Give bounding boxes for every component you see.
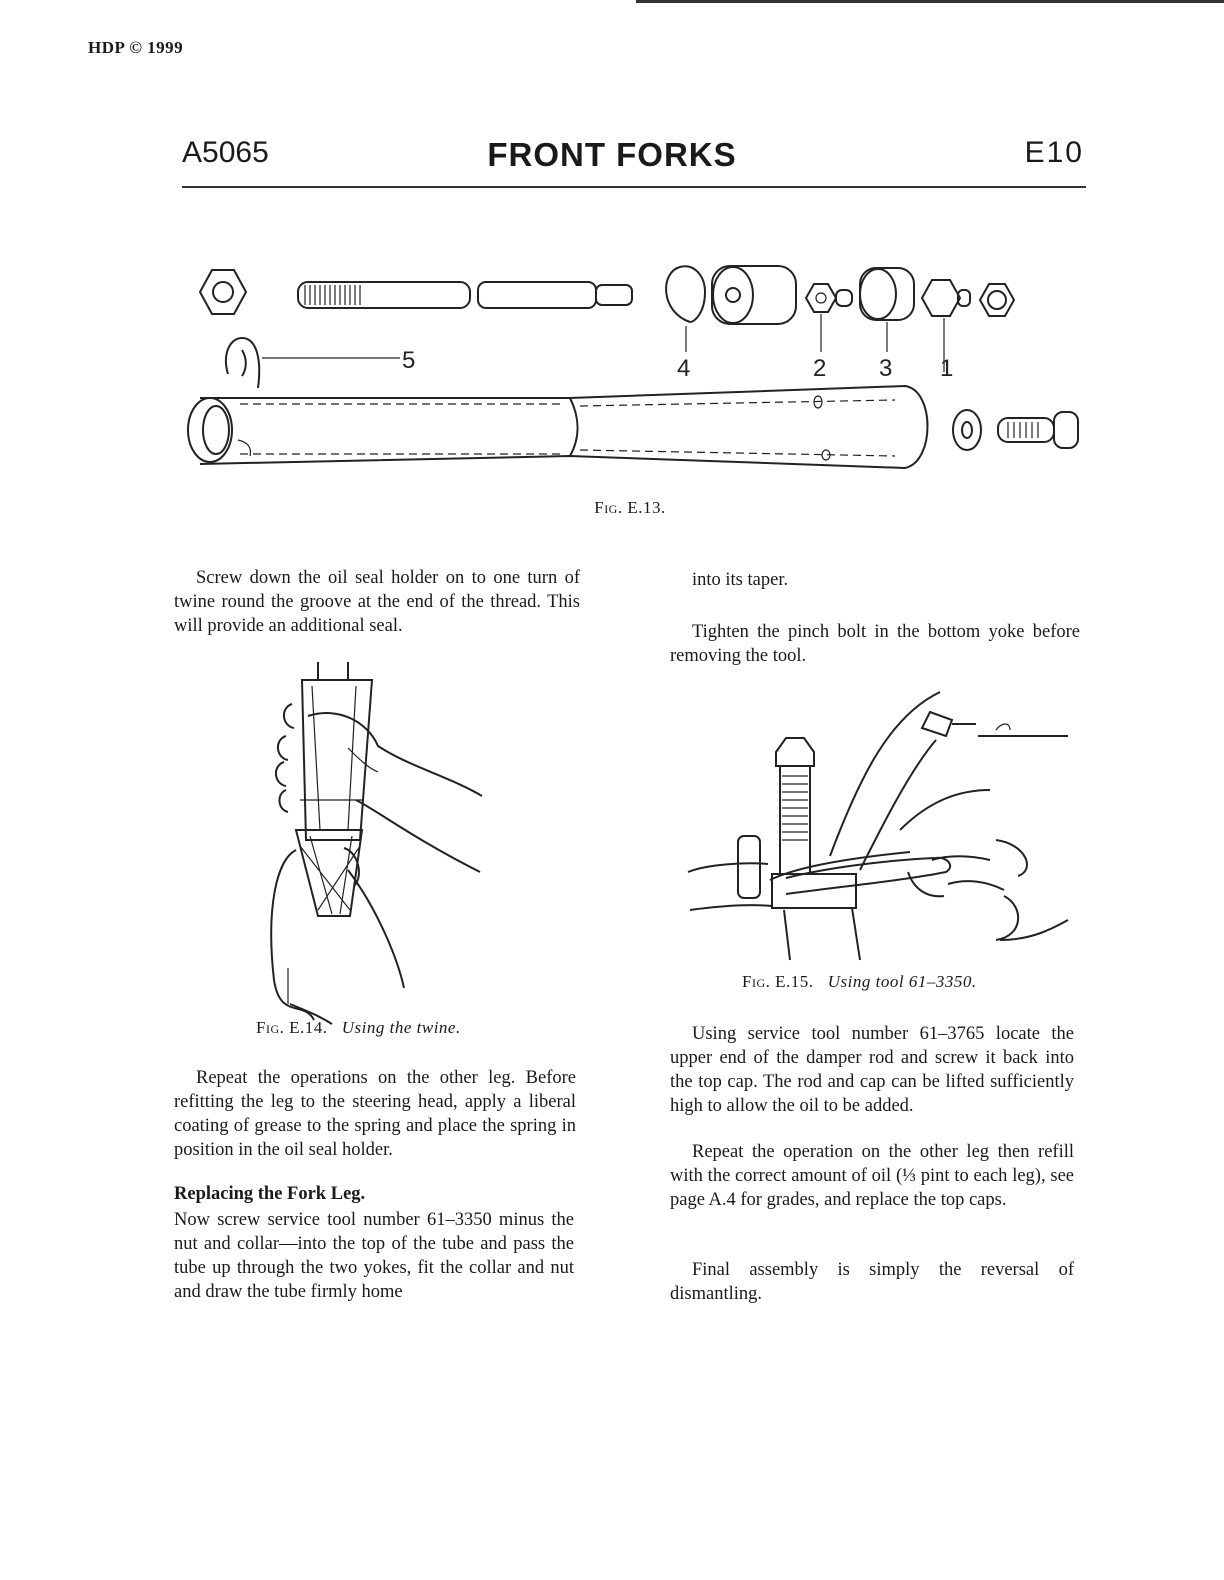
page-number: E10 bbox=[1024, 136, 1084, 169]
left-paragraph-2: Repeat the operations on the other leg. Before refitting the leg to the steering head, apply a liberal coating of grease to the spring and place the spring in position in the oil seal holder. bbox=[174, 1068, 576, 1160]
right-paragraph-5: Final assembly is simply the reversal of dismantling. bbox=[670, 1260, 1074, 1304]
figure-e13-label: Fig. E.13. bbox=[594, 498, 666, 517]
page-title: FRONT FORKS bbox=[487, 136, 737, 173]
service-tool-bolt bbox=[772, 738, 860, 960]
left-paragraph-1: Screw down the oil seal holder on to one turn of twine round the groove at the end of the thread. This will provide an additional seal. bbox=[174, 568, 580, 636]
callout-5: 5 bbox=[402, 347, 416, 374]
right-paragraph-3: Using service tool number 61–3765 locate the upper end of the damper rod and screw it back into the top cap. The rod and cap can be lifted sufficiently high to allow the oil to be added. bbox=[670, 1024, 1074, 1116]
document-code: A5065 bbox=[182, 136, 269, 169]
figure-e14-text: Using the twine. bbox=[341, 1018, 461, 1037]
yoke-and-frame bbox=[688, 692, 1068, 910]
copyright-notice: HDP © 1999 bbox=[88, 38, 184, 57]
callout-3: 3 bbox=[879, 355, 893, 382]
callout-4: 4 bbox=[677, 355, 691, 382]
section-heading-replacing-fork-leg: Replacing the Fork Leg. bbox=[174, 1184, 366, 1204]
figure-e15-text: Using tool 61–3350. bbox=[827, 972, 977, 991]
hand-with-spanner bbox=[786, 790, 1068, 940]
figure-e15-label: Fig. E.15. bbox=[742, 972, 814, 991]
callout-1: 1 bbox=[940, 355, 954, 382]
right-paragraph-4: Repeat the operation on the other leg then refill with the correct amount of oil (⅓ pint to each leg), see page A.4 for grades, and replace the top caps. bbox=[670, 1142, 1074, 1210]
callout-2: 2 bbox=[813, 355, 827, 382]
right-paragraph-2: Tighten the pinch bolt in the bottom yoke before removing the tool. bbox=[670, 622, 1080, 666]
figure-e15-caption bbox=[742, 972, 977, 992]
right-paragraph-1: into its taper. bbox=[692, 570, 789, 590]
figure-e14-label: Fig. E.14. bbox=[256, 1018, 328, 1037]
left-paragraph-3: Now screw service tool number 61–3350 minus the nut and collar—into the top of the tube and pass the tube up through the two yokes, fit the collar and nut and draw the tube firmly home bbox=[174, 1210, 574, 1302]
